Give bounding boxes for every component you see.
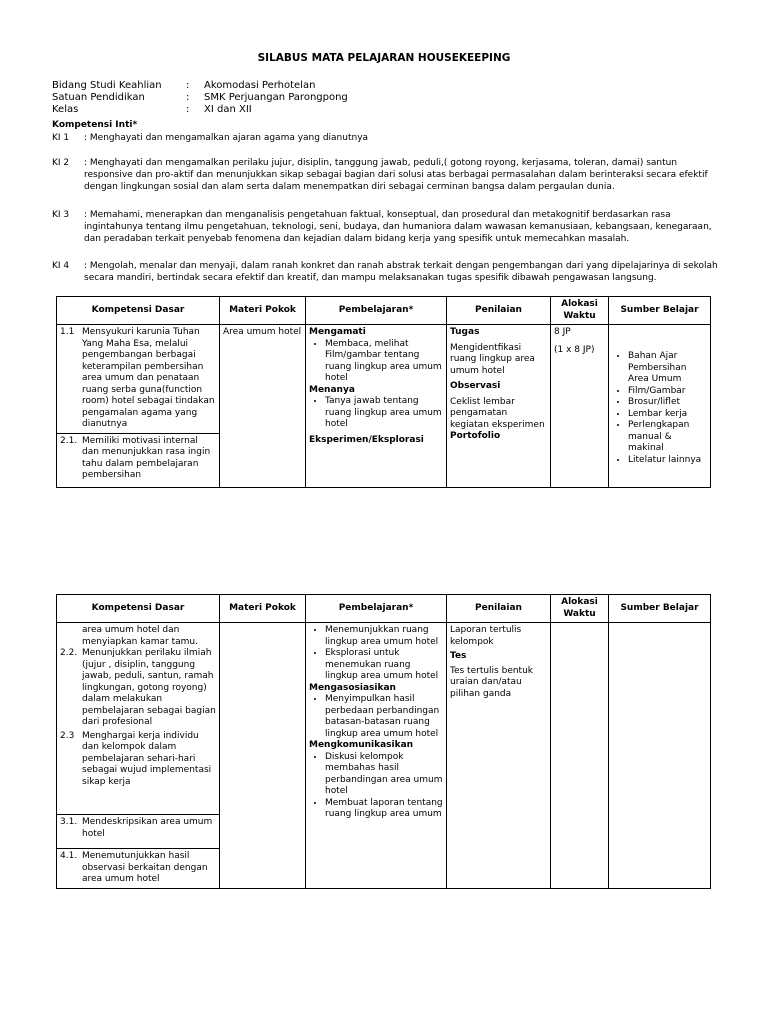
meta-key: Kelas	[52, 104, 79, 115]
kd-number: 1.1	[60, 327, 75, 337]
kd-number: 4.1.	[60, 851, 78, 861]
ki-text: : Memahami, menerapkan dan menganalisis pengetahuan faktual, konseptual, dan prosedural dan metakognitif berdasarkan rasa ingintahunya tentang ilmu pengetahuan, teknologi, seni, budaya, dan humaniora dalam wawasan kemanusiaan, kebangsaan, kenegaraan, dan peradaban terkait penyebab fenomena dan kejadian dalam bidang kerja yang spesifik untuk memecahkan masalah.	[84, 210, 712, 244]
activity-item: • Eksplorasi untuk menemukan ruang lingkup area umum hotel	[325, 648, 443, 683]
kd-cell	[57, 433, 220, 487]
kd-text: Menghargai kerja individu dan kelompok dalam pembelajaran sehari-hari sebagai wujud implementasi sikap kerja	[82, 730, 212, 787]
activity-item: • Membaca, melihat Film/gambar tentang ruang lingkup area umum hotel	[325, 339, 443, 385]
meta-value: SMK Perjuangan Parongpong	[204, 92, 348, 103]
assessment-text: Tes tertulis bentuk uraian dan/atau pilihan ganda	[450, 665, 534, 699]
materi-cell: Area umum hotel	[220, 325, 306, 488]
meta-key: Bidang Studi Keahlian	[52, 80, 162, 91]
header-pembelajaran: Pembelajaran*	[306, 595, 447, 623]
kd-item	[60, 436, 216, 482]
activity-item: • Menemunjukkan ruang lingkup area umum hotel	[325, 625, 443, 648]
alokasi-value: 8 JP	[554, 327, 571, 337]
activity-heading: Mengasosiasikan	[309, 682, 396, 693]
ki-text: : Menghayati dan mengamalkan perilaku jujur, disiplin, tanggung jawab, peduli,( gotong royong, kerjasama, toleran, damai) santun responsive dan pro-aktif dan menunjukkan sikap sebagai bagian dari solusi atas berbagai permasalahan dalam berinteraksi secara efektif dengan lingkungan sosial dan alam serta dalam menempatkan diri sebagai cerminan bangsa dalam pergaulan dunia.	[84, 158, 708, 192]
meta-value: XI dan XII	[204, 104, 252, 115]
assessment-heading: Tes	[450, 651, 467, 661]
activity-item: • Membuat laporan tentang ruang lingkup area umum	[325, 798, 443, 821]
syllabus-table-1	[56, 296, 711, 488]
sumber-cell	[609, 325, 711, 488]
kd-number: 2.3	[60, 730, 75, 741]
kd-item	[60, 851, 216, 886]
table-row	[57, 623, 711, 815]
kd-text: Menemutunjukkan hasil observasi berkaitan dengan area umum hotel	[82, 851, 208, 884]
kd-number: 3.1.	[60, 817, 78, 827]
kd-cell	[57, 815, 220, 849]
header-materi-pokok: Materi Pokok	[220, 297, 306, 325]
resource-item: • Perlengkapan manual & makinal	[628, 420, 707, 455]
document-title: SILABUS MATA PELAJARAN HOUSEKEEPING	[257, 52, 511, 64]
assessment-text: Mengidentfikasi ruang lingkup area umum hotel	[450, 342, 535, 376]
meta-key: Satuan Pendidikan	[52, 92, 145, 103]
kd-item	[60, 327, 216, 431]
pembelajaran-cell	[306, 325, 447, 488]
activity-item: • Tanya jawab tentang ruang lingkup area umum hotel	[325, 396, 443, 431]
kd-number: 2.2.	[60, 648, 78, 658]
ki-4	[52, 260, 722, 288]
header-penilaian: Penilaian	[447, 297, 551, 325]
kd-item	[60, 625, 216, 648]
activity-item: • Menyimpulkan hasil perbedaan perbandingan batasan-batasan ruang lingkup area umum hotel	[325, 694, 443, 740]
kd-text: area umum hotel dan menyiapkan kamar tamu.	[82, 625, 198, 647]
ki-1	[52, 132, 722, 146]
ki-tag: KI 4	[52, 261, 70, 271]
kd-cell	[57, 325, 220, 434]
meta-colon: :	[186, 104, 190, 115]
meta-colon: :	[186, 80, 190, 91]
header-sumber-belajar: Sumber Belajar	[609, 297, 711, 325]
kd-item	[60, 817, 216, 840]
ki-section-title: Kompetensi Inti*	[52, 120, 138, 130]
assessment-text: Laporan tertulis kelompok	[450, 625, 522, 647]
resource-item: • Lembar kerja	[628, 409, 707, 421]
resource-item: • Brosur/liflet	[628, 397, 707, 409]
kd-text: Menunjukkan perilaku ilmiah (jujur , disiplin, tanggung jawab, peduli, santun, ramah lingkungan, gotong royong) dalam melakukan pembelajaran sebagai bagian dari profesional	[82, 648, 216, 727]
kd-item	[60, 648, 216, 729]
ki-3	[52, 209, 722, 249]
materi-cell	[220, 623, 306, 889]
activity-list	[309, 339, 443, 385]
header-penilaian: Penilaian	[447, 595, 551, 623]
resource-item: • Bahan Ajar Pembersihan Area Umum	[628, 351, 707, 386]
resource-list	[612, 351, 707, 466]
header-sumber-belajar: Sumber Belajar	[609, 595, 711, 623]
alokasi-cell	[551, 325, 609, 488]
meta-row	[52, 80, 348, 92]
sumber-cell	[609, 623, 711, 889]
activity-item: • Diskusi kelompok membahas hasil perbandingan area umum hotel	[325, 752, 443, 798]
activity-list	[309, 625, 443, 683]
activity-heading: Mengkomunikasikan	[309, 740, 414, 750]
ki-2	[52, 157, 722, 197]
kd-text: Mensyukuri karunia Tuhan Yang Maha Esa, melalui pengembangan berbagai keterampilan pembersihan area umum dan penataan ruang serba guna(function room) hotel sebagai tindakan pengamalan agama yang dianutnya	[82, 327, 215, 429]
header-kompetensi-dasar: Kompetensi Dasar	[57, 297, 220, 325]
assessment-heading: Portofolio	[450, 431, 501, 441]
ki-text: : Mengolah, menalar dan menyaji, dalam ranah konkret dan ranah abstrak terkait dengan pengembangan dari yang dipelajarinya di sekolah secara mandiri, bertindak secara efektif dan kreatif, dan mampu melaksanakan tugas spesifik dibawah pengawasan langsung.	[84, 261, 718, 283]
table-row	[57, 325, 711, 434]
header-alokasi-waktu: Alokasi Waktu	[551, 595, 609, 623]
kd-cell	[57, 849, 220, 889]
kd-number: 2.1.	[60, 435, 78, 446]
ki-tag: KI 3	[52, 210, 70, 220]
kd-cell	[57, 623, 220, 815]
header-materi-pokok: Materi Pokok	[220, 595, 306, 623]
pembelajaran-cell	[306, 623, 447, 889]
ki-tag: KI 1	[52, 133, 70, 143]
kd-number	[60, 625, 82, 648]
activity-list	[309, 752, 443, 821]
syllabus-table-2	[56, 594, 711, 889]
penilaian-cell	[447, 325, 551, 488]
activity-heading: Menanya	[309, 384, 355, 395]
meta-colon: :	[186, 92, 190, 103]
document-meta	[52, 80, 348, 116]
alokasi-cell	[551, 623, 609, 889]
meta-row	[52, 104, 348, 116]
ki-tag: KI 2	[52, 158, 70, 168]
resource-item: • Litelatur lainnya	[628, 455, 707, 467]
table-header-row	[57, 297, 711, 325]
kd-item	[60, 731, 216, 789]
activity-heading: Mengamati	[309, 327, 366, 337]
alokasi-value: (1 x 8 JP)	[554, 344, 595, 355]
activity-list	[309, 694, 443, 740]
header-pembelajaran: Pembelajaran*	[306, 297, 447, 325]
penilaian-cell	[447, 623, 551, 889]
meta-value: Akomodasi Perhotelan	[204, 80, 316, 91]
activity-list	[309, 396, 443, 431]
kd-text: Mendeskripsikan area umum hotel	[82, 817, 213, 839]
assessment-heading: Tugas	[450, 327, 480, 337]
ki-text: : Menghayati dan mengamalkan ajaran agama yang dianutnya	[84, 133, 369, 143]
table-header-row	[57, 595, 711, 623]
assessment-text: Ceklist lembar pengamatan kegiatan eksperimen	[450, 396, 545, 430]
resource-item: • Film/Gambar	[628, 386, 707, 398]
header-alokasi-waktu: Alokasi Waktu	[551, 297, 609, 325]
activity-heading: Eksperimen/Eksplorasi	[309, 434, 424, 445]
meta-row	[52, 92, 348, 104]
kd-text: Memiliki motivasi internal dan menunjukkan rasa ingin tahu dalam pembelajaran pembersihan	[82, 435, 211, 480]
assessment-heading: Observasi	[450, 381, 501, 391]
header-kompetensi-dasar: Kompetensi Dasar	[57, 595, 220, 623]
